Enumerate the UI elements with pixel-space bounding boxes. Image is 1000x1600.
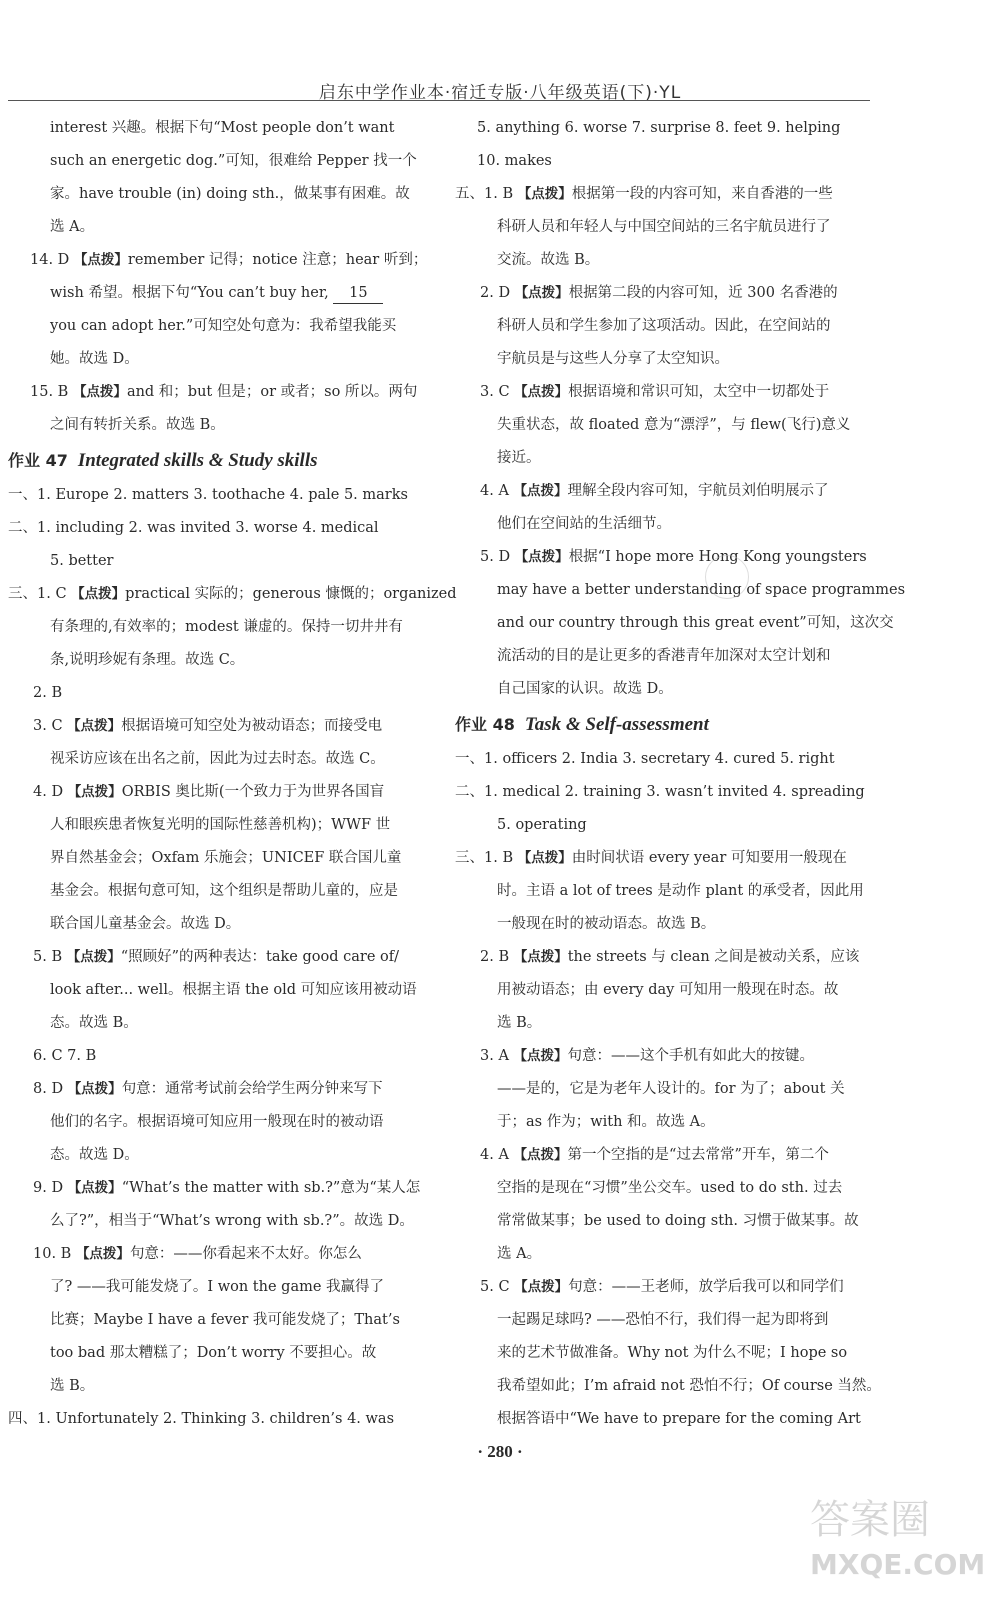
text-line: ——是的，它是为老年人设计的。for 为了；about 关 <box>497 1081 845 1097</box>
text-line: 有条理的,有效率的；modest 谦虚的。保持一切井井有 <box>50 619 403 635</box>
watermark-url: MXQE.COM <box>810 1548 986 1581</box>
text-line: 他们的名字。根据语境可知应用一般现在时的被动语 <box>50 1114 384 1130</box>
page-number: · 280 · <box>477 1442 523 1461</box>
text-line: 选 A。 <box>497 1246 542 1262</box>
section-heading-48 <box>455 706 875 743</box>
hint-label: 【点拨】 <box>514 549 569 565</box>
answer-number: 2. D <box>480 285 515 301</box>
text-line: 一般现在时的被动语态。故选 B。 <box>497 916 716 932</box>
answer-number: 5. C <box>480 1279 515 1295</box>
answer-15 <box>8 376 433 409</box>
text-line: 选 B。 <box>50 1378 95 1394</box>
answer-text: 理解全段内容可知，宇航员刘伯明展示了 <box>567 483 829 499</box>
answer-t3-3 <box>455 1040 875 1073</box>
answer-text: 句意：——你看起来不太好。你怎么 <box>129 1246 362 1262</box>
answer-text: the streets 与 clean 之间是被动关系，应该 <box>567 949 860 965</box>
hint-label: 【点拨】 <box>514 1279 569 1295</box>
answer-number: 2. B <box>480 949 514 965</box>
hint-label: 【点拨】 <box>513 949 568 965</box>
answer-t3-5 <box>455 1271 875 1304</box>
hint-label: 【点拨】 <box>67 718 122 734</box>
answer-number: 4. D <box>33 784 68 800</box>
text-line: 5. better <box>50 553 114 569</box>
answer-3-5 <box>8 941 433 974</box>
text-line: 用被动语态；由 every day 可知用一般现在时态。故 <box>497 982 839 998</box>
left-column <box>8 112 457 1436</box>
text-line: you can adopt her.”可知空处句意为：我希望我能买 <box>50 318 397 334</box>
text-line: 了? ——我可能发烧了。I won the game 我赢得了 <box>50 1279 385 1295</box>
answer-3-3 <box>8 710 433 743</box>
answer-3-9 <box>8 1172 433 1205</box>
answer-text: remember 记得；notice 注意；hear 听到； <box>127 252 428 268</box>
hint-label: 【点拨】 <box>67 1180 122 1196</box>
text-line: such an energetic dog.”可知，很难给 Pepper 找一个 <box>50 153 417 169</box>
answer-text: wish 希望。根据下句“You can’t buy her, <box>50 285 334 301</box>
section-title: Task & Self-assessment <box>524 714 709 735</box>
text-line: 一起踢足球吗? ——恐怕不行，我们得一起为即将到 <box>497 1312 829 1328</box>
text-line: 我希望如此；I’m afraid not 恐怕不行；Of course 当然。 <box>497 1378 881 1394</box>
answer-3-8 <box>8 1073 433 1106</box>
section-number: 作业 48 <box>455 715 515 734</box>
answer-3-4 <box>8 776 433 809</box>
text-line: 一、1. officers 2. India 3. secretary 4. cured 5. right <box>455 751 835 767</box>
text-line: 科研人员和年轻人与中国空间站的三名宇航员进行了 <box>497 219 831 235</box>
answer-number: 4. A <box>480 483 514 499</box>
answer-text: “照顾好”的两种表达：take good care of/ <box>120 949 399 965</box>
answer-number: 3. C <box>33 718 68 734</box>
answer-text: practical 实际的；generous 慷慨的；organized <box>125 586 457 602</box>
stamp-mark <box>705 555 749 599</box>
text-line: 选 A。 <box>50 219 95 235</box>
hint-label: 【点拨】 <box>75 1246 130 1262</box>
text-line: 他们在空间站的生活细节。 <box>497 516 671 532</box>
answer-number: 三、1. B <box>455 850 518 866</box>
answer-number: 3. C <box>480 384 515 400</box>
text-line: 自己国家的认识。故选 D。 <box>497 681 673 697</box>
text-line: 于；as 作为；with 和。故选 A。 <box>497 1114 715 1130</box>
answer-number: 15. B <box>30 384 73 400</box>
text-line: 常常做某事；be used to doing sth. 习惯于做某事。故 <box>497 1213 859 1229</box>
hint-label: 【点拨】 <box>72 384 127 400</box>
text-line: 家。have trouble (in) doing sth.，做某事有困难。故 <box>50 186 410 202</box>
text-line: and our country through this great event”可知，这次交 <box>497 615 894 631</box>
text-line <box>8 277 433 310</box>
text-line: 5. operating <box>497 817 587 833</box>
text-line: 二、1. medical 2. training 3. wasn’t invited 4. spreading <box>455 784 865 800</box>
text-line: interest 兴趣。根据下句“Most people don’t want <box>50 120 395 136</box>
answer-3-1 <box>8 578 457 611</box>
answer-14 <box>8 244 433 277</box>
text-line: 交流。故选 B。 <box>497 252 600 268</box>
text-line: 失重状态，故 floated 意为“漂浮”，与 flew(飞行)意义 <box>497 417 851 433</box>
hint-label: 【点拨】 <box>67 784 122 800</box>
text-line: 科研人员和学生参加了这项活动。因此，在空间站的 <box>497 318 831 334</box>
answer-5-1 <box>455 178 875 211</box>
answer-text: 根据第一段的内容可知，来自香港的一些 <box>571 186 833 202</box>
text-line: 二、1. including 2. was invited 3. worse 4. medical <box>8 520 379 536</box>
text-line: 么了?”，相当于“What’s wrong with sb.?”。故选 D。 <box>50 1213 414 1229</box>
watermark-logo <box>810 1488 990 1598</box>
answer-text: 根据“I hope more Hong Kong youngsters <box>568 549 867 565</box>
text-line: 她。故选 D。 <box>50 351 139 367</box>
text-line: 界自然基金会；Oxfam 乐施会；UNICEF 联合国儿童 <box>50 850 402 866</box>
text-line: 根据答语中“We have to prepare for the coming Art <box>497 1411 861 1427</box>
answer-text: 根据第二段的内容可知，近 300 名香港的 <box>568 285 838 301</box>
hint-label: 【点拨】 <box>66 949 121 965</box>
text-line: 流活动的目的是让更多的香港青年加深对太空计划和 <box>497 648 831 664</box>
text-line: 选 B。 <box>497 1015 542 1031</box>
text-line: 2. B <box>33 685 63 701</box>
section-number: 作业 47 <box>8 451 68 470</box>
answer-t3-2 <box>455 941 875 974</box>
hint-label: 【点拨】 <box>514 384 569 400</box>
text-line: 联合国儿童基金会。故选 D。 <box>50 916 241 932</box>
answer-text: 根据语境可知空处为被动语态；而接受电 <box>121 718 383 734</box>
text-line: 人和眼疾患者恢复光明的国际性慈善机构)；WWF 世 <box>50 817 391 833</box>
hint-label: 【点拨】 <box>517 186 572 202</box>
hint-label: 【点拨】 <box>514 285 569 301</box>
text-line: 比赛；Maybe I have a fever 我可能发烧了；That’s <box>50 1312 400 1328</box>
answer-text: and 和；but 但是；or 或者；so 所以。两句 <box>126 384 418 400</box>
answer-number: 5. B <box>33 949 67 965</box>
answer-t3-4 <box>455 1139 875 1172</box>
text-line: 态。故选 D。 <box>50 1147 139 1163</box>
hint-label: 【点拨】 <box>67 1081 122 1097</box>
text-line: 之间有转折关系。故选 B。 <box>50 417 225 433</box>
right-column <box>455 112 906 1436</box>
answer-number: 14. D <box>30 252 74 268</box>
answer-number: 8. D <box>33 1081 68 1097</box>
hint-label: 【点拨】 <box>71 586 126 602</box>
hint-label: 【点拨】 <box>513 1048 568 1064</box>
blank-field: 15 <box>333 283 383 304</box>
answer-text: 根据语境和常识可知，太空中一切都处于 <box>568 384 830 400</box>
answer-text: 由时间状语 every year 可知要用一般现在 <box>571 850 847 866</box>
answer-3-10 <box>8 1238 433 1271</box>
answer-5-5 <box>455 541 875 574</box>
answer-5-3 <box>455 376 875 409</box>
text-line: 条,说明珍妮有条理。故选 C。 <box>50 652 245 668</box>
answer-text: ORBIS 奥比斯(一个致力于为世界各国盲 <box>121 784 385 800</box>
answer-5-2 <box>455 277 875 310</box>
section-title: Integrated skills & Study skills <box>77 450 318 471</box>
page-header <box>0 0 1000 105</box>
text-line: 空指的是现在“习惯”坐公交车。used to do sth. 过去 <box>497 1180 843 1196</box>
text-line: 来的艺术节做准备。Why not 为什么不呢；I hope so <box>497 1345 848 1361</box>
text-line: may have a better understanding of space programmes <box>497 582 906 598</box>
text-line: 态。故选 B。 <box>50 1015 138 1031</box>
answer-5-4 <box>455 475 875 508</box>
section-heading-47 <box>8 442 433 479</box>
text-line: 四、1. Unfortunately 2. Thinking 3. children’s 4. was <box>8 1411 395 1427</box>
hint-label: 【点拨】 <box>513 483 568 499</box>
answer-text: 句意：——这个手机有如此大的按键。 <box>567 1048 815 1064</box>
answer-text: 第一个空指的是“过去常常”开车，第二个 <box>567 1147 829 1163</box>
answer-number: 五、1. B <box>455 186 518 202</box>
answer-text: 句意：通常考试前会给学生两分钟来写下 <box>121 1081 383 1097</box>
text-line: 5. anything 6. worse 7. surprise 8. feet 9. helping <box>477 120 841 136</box>
hint-label: 【点拨】 <box>517 850 572 866</box>
answer-text: “What’s the matter with sb.?”意为“某人怎 <box>121 1180 421 1196</box>
answer-number: 5. D <box>480 549 515 565</box>
answer-number: 10. B <box>33 1246 76 1262</box>
answer-number: 3. A <box>480 1048 514 1064</box>
hint-label: 【点拨】 <box>73 252 128 268</box>
text-line: 宇航员是与这些人分享了太空知识。 <box>497 351 729 367</box>
text-line: 一、1. Europe 2. matters 3. toothache 4. pale 5. marks <box>8 487 408 503</box>
text-line: 6. C 7. B <box>33 1048 97 1064</box>
text-line: 10. makes <box>477 153 552 169</box>
answer-number: 4. A <box>480 1147 514 1163</box>
text-line: look after... well。根据主语 the old 可知应该用被动语 <box>50 982 417 998</box>
header-rule <box>8 100 870 101</box>
watermark-text: 答案圈 <box>810 1497 930 1543</box>
answer-text: 句意：——王老师，放学后我可以和同学们 <box>568 1279 844 1295</box>
answer-t3-1 <box>455 842 875 875</box>
hint-label: 【点拨】 <box>513 1147 568 1163</box>
answer-number: 9. D <box>33 1180 68 1196</box>
header-title: 启东中学作业本·宿迁专版·八年级英语(下)·YL <box>318 83 682 103</box>
text-line: 接近。 <box>497 450 541 466</box>
text-line: 视采访应该在出名之前，因此为过去时态。故选 C。 <box>50 751 385 767</box>
text-line: too bad 那太糟糕了；Don’t worry 不要担心。故 <box>50 1345 377 1361</box>
text-line: 基金会。根据句意可知，这个组织是帮助儿童的，应是 <box>50 883 398 899</box>
answer-number: 三、1. C <box>8 586 72 602</box>
text-line: 时。主语 a lot of trees 是动作 plant 的承受者，因此用 <box>497 883 864 899</box>
